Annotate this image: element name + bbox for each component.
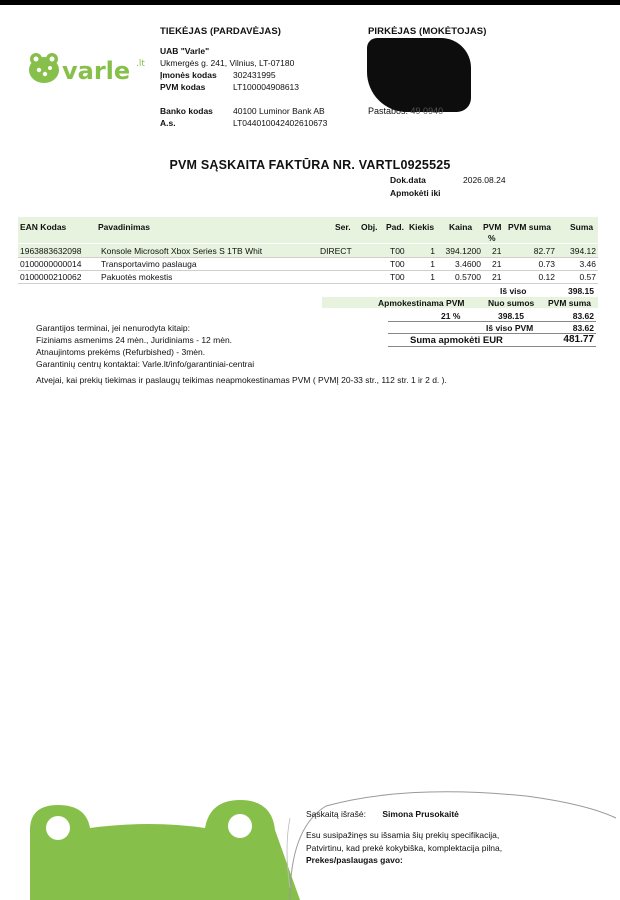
row-name: Pakuotės mokestis	[101, 272, 173, 282]
total-vat-label: Iš viso PVM	[486, 323, 534, 333]
buyer-notes	[368, 106, 443, 116]
row-divider	[18, 283, 598, 284]
row-ean: 0100000210062	[20, 272, 82, 282]
col-ser: Ser.	[335, 222, 351, 232]
row-price: 394.1200	[445, 246, 481, 256]
col-price: Kaina	[449, 222, 473, 232]
row-pad: T00	[390, 259, 405, 269]
vat-rate: 21 %	[441, 311, 461, 321]
acknowledgement-block	[306, 829, 502, 867]
vat-exemption-note: Atvejai, kai prekių tiekimas ir paslaugų teikimas neapmokestinamas PVM ( PVMĮ 20-33 str., 112 str. 1 ir 2 d. ).	[36, 375, 447, 385]
row-price: 3.4600	[455, 259, 481, 269]
issued-label: Sąskaitą išrašė:	[306, 809, 366, 819]
seller-address: Ukmergės g. 241, Vilnius, LT-07180	[160, 58, 295, 68]
warranty-line: Fiziniams asmenims 24 mėn., Juridiniams - 12 mėn.	[36, 335, 233, 345]
row-divider	[18, 257, 598, 258]
seller-heading: TIEKĖJAS (PARDAVĖJAS)	[160, 26, 282, 37]
buyer-heading: PIRKĖJAS (MOKĖTOJAS)	[368, 26, 487, 37]
account-label: A.s.	[160, 118, 176, 128]
col-qty: Kiekis	[409, 222, 435, 232]
document-title: PVM SĄSKAITA FAKTŪRA NR. VARTL0925525	[169, 158, 451, 172]
row-pad: T00	[390, 246, 405, 256]
company-code-label: Įmonės kodas	[160, 70, 217, 80]
row-vat-sum: 0.73	[538, 259, 555, 269]
summary-divider	[388, 346, 596, 347]
frog-decoration	[0, 790, 300, 900]
col-ean: EAN Kodas	[20, 222, 67, 232]
row-vat-pct: 21	[492, 259, 502, 269]
seller-block	[160, 45, 360, 93]
received-label: Prekes/paslaugas gavo:	[306, 855, 403, 865]
col-obj: Obj.	[361, 222, 378, 232]
row-ser: DIRECT	[320, 246, 352, 256]
col-pad: Pad.	[386, 222, 404, 232]
ack-line: Patvirtinu, kad prekė kokybiška, komplektacija pilna,	[306, 842, 503, 853]
row-qty: 1	[430, 246, 435, 256]
row-price: 0.5700	[455, 272, 481, 282]
total-value: 398.15	[568, 286, 594, 296]
account-number: LT044010042402610673	[233, 118, 328, 128]
issued-block	[306, 808, 459, 821]
row-vat-sum: 82.77	[533, 246, 555, 256]
row-qty: 1	[430, 259, 435, 269]
row-sum: 394.12	[570, 246, 596, 256]
total-vat-value: 83.62	[572, 323, 594, 333]
row-vat-sum: 0.12	[538, 272, 555, 282]
row-vat-pct: 21	[492, 246, 502, 256]
col-vat-pct-sign: %	[488, 233, 496, 243]
col-name: Pavadinimas	[98, 222, 150, 232]
issued-by: Simona Prusokaitė	[382, 809, 459, 819]
summary-divider	[388, 321, 596, 322]
logo-suffix: .lt	[136, 59, 145, 69]
pay-until-label: Apmokėti iki	[390, 188, 441, 198]
notes-value: 49 0940	[410, 106, 444, 116]
total-label: Iš viso	[500, 286, 527, 296]
vat-base: 398.15	[498, 311, 524, 321]
col-vat-sum: PVM suma	[508, 222, 551, 232]
bank-code: 40100 Luminor Bank AB	[233, 106, 325, 116]
vat-code: LT100004908613	[233, 82, 300, 92]
row-ean: 0100000000014	[20, 259, 82, 269]
row-qty: 1	[430, 272, 435, 282]
top-edge-band	[0, 0, 620, 5]
company-code: 302431995	[233, 70, 276, 80]
bank-code-label: Banko kodas	[160, 106, 213, 116]
warranty-line: Garantijos terminai, jei nenurodyta kitaip:	[36, 323, 191, 333]
row-sum: 0.57	[579, 272, 596, 282]
logo-text: varle	[62, 57, 131, 85]
row-name: Konsole Microsoft Xbox Series S 1TB Whit	[101, 246, 263, 256]
row-sum: 3.46	[579, 259, 596, 269]
notes-label: Pastabos:	[368, 106, 409, 116]
vat-sum-label: PVM suma	[548, 298, 591, 308]
warranty-line: Atnaujintoms prekėms (Refurbished) - 3mėn.	[36, 347, 206, 357]
col-vat-pct: PVM	[483, 222, 502, 232]
from-sum-label: Nuo sumos	[488, 298, 535, 308]
row-divider	[18, 270, 598, 271]
ack-line: Esu susipažinęs su išsamia šių prekių specifikacija,	[306, 830, 500, 840]
grand-total-label: Suma apmokėti EUR	[410, 335, 503, 346]
warranty-line: Garantinių centrų kontaktai: Varle.lt/info/garantiniai-centrai	[36, 359, 255, 369]
row-pad: T00	[390, 272, 405, 282]
row-name: Transportavimo paslauga	[101, 259, 197, 269]
seller-company: UAB "Varle"	[160, 46, 210, 56]
row-ean: 1963883632098	[20, 246, 82, 256]
doc-date: 2026.08.24	[463, 175, 506, 185]
grand-total-value: 481.77	[563, 334, 594, 345]
taxable-label: Apmokestinama PVM	[378, 298, 465, 308]
vat-amount: 83.62	[572, 311, 594, 321]
bank-block	[160, 105, 370, 129]
doc-date-label: Dok.data	[390, 175, 426, 185]
col-sum: Suma	[570, 222, 594, 232]
warranty-block	[36, 322, 254, 370]
varle-logo	[28, 50, 156, 86]
buyer-redaction	[367, 38, 471, 112]
vat-code-label: PVM kodas	[160, 82, 206, 92]
row-vat-pct: 21	[492, 272, 502, 282]
